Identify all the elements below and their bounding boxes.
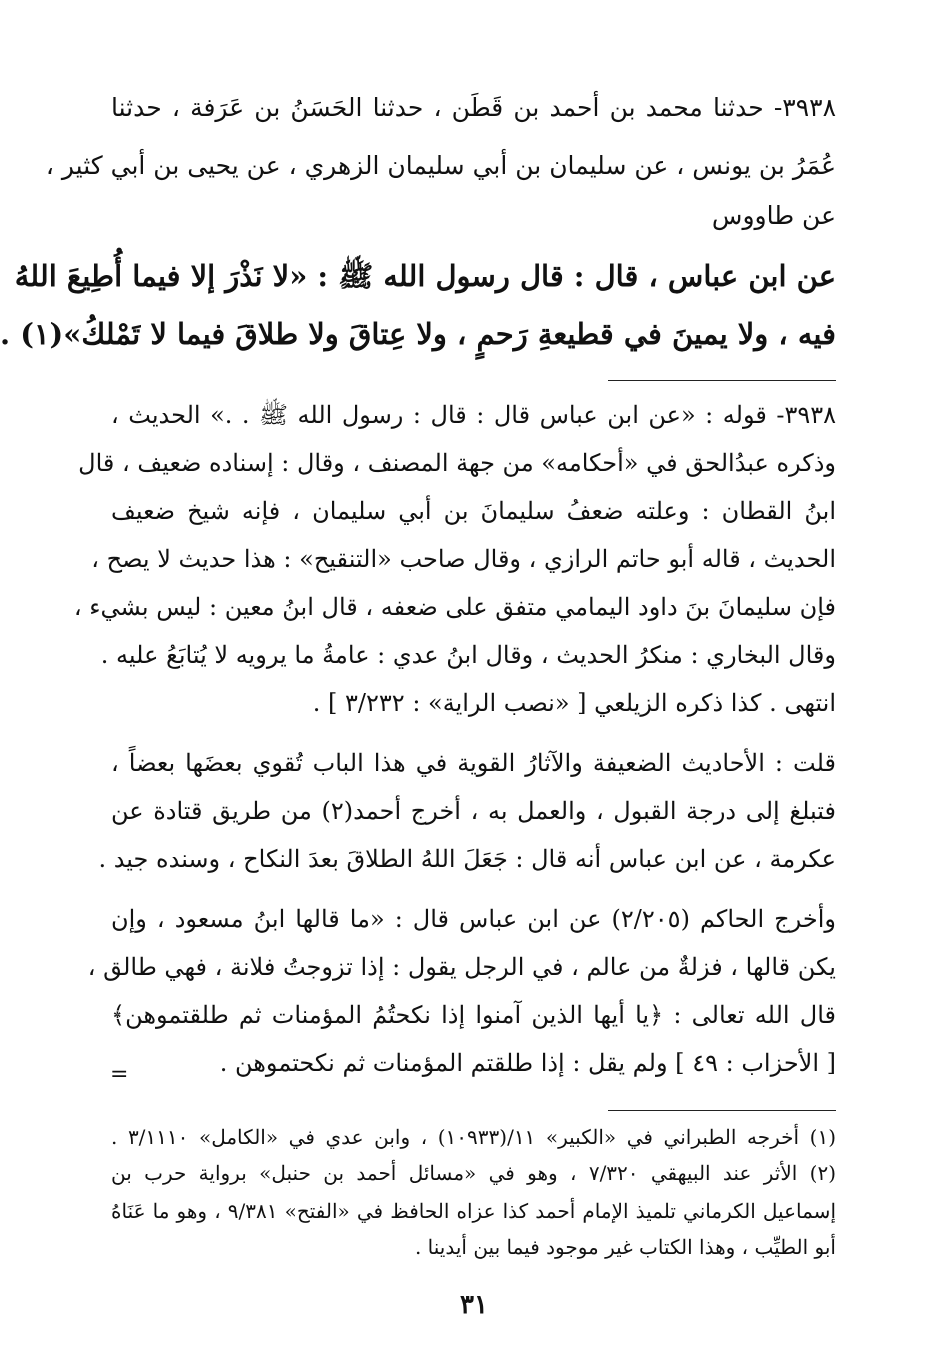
commentary-line: وقال البخاري : منكرُ الحديث ، وقال ابنُ عدي : عامةُ ما يرويه لا يُتابَعُ عليه . xyxy=(100,641,836,669)
commentary-line: الحديث ، قاله أبو حاتم الرازي ، وقال صاحب «التنقيح» : هذا حديث لا يصح ، xyxy=(91,545,836,573)
commentary-line: قلت : الأحاديث الضعيفة والآثارُ القوية في هذا الباب تُقوي بعضَها بعضاً ، xyxy=(111,749,836,777)
hadith-text-line: فيه ، ولا يمينَ في قطيعةِ رَحمٍ ، ولا عِتاقَ ولا طلاقَ فيما لا تَمْلكُ»(١) . xyxy=(0,317,836,351)
commentary-line: ابنُ القطان : وعلته ضعفُ سليمانَ بن أبي سليمان ، فإنه شيخ ضعيف xyxy=(111,497,836,525)
commentary-line: فإن سليمانَ بنَ داود اليمامي متفق على ضعفه ، قال ابنُ معين : ليس بشيء ، xyxy=(73,593,836,621)
commentary-line: [ الأحزاب : ٤٩ ] ولم يقل : إذا طلقتم المؤمنات ثم نكحتموهن . xyxy=(219,1049,836,1077)
isnad-line: ٣٩٣٨- حدثنا محمد بن أحمد بن قَطَن ، حدثنا الحَسَنُ بن عَرَفة ، حدثنا xyxy=(111,93,836,122)
commentary-line: ٣٩٣٨- قوله : «عن ابن عباس قال : قال : رسول الله ﷺ . .» الحديث ، xyxy=(111,401,836,429)
isnad-line: عُمَرُ بن يونس ، عن سليمان بن أبي سليمان الزهري ، عن يحيى بن أبي كثير ، xyxy=(45,151,836,180)
hadith-text-line: عن ابن عباس ، قال : قال رسول الله ﷺ : «لا نَذْرَ إلا فيما أُطِيعَ اللهُ xyxy=(14,259,836,293)
footnote-separator xyxy=(608,1110,836,1111)
footnote-line: (١) أخرجه الطبراني في «الكبير» ١١/(١٠٩٣٣) ، وابن عدي في «الكامل» ٣/١١١٠ . xyxy=(111,1125,836,1149)
margin-mark: = xyxy=(110,1062,129,1087)
commentary-separator xyxy=(608,380,836,381)
commentary-line: انتهى . كذا ذكره الزيلعي [ «نصب الراية» : ٣/٢٣٢ ] . xyxy=(312,689,836,717)
commentary-line: عكرمة ، عن ابن عباس أنه قال : جَعَلَ اللهُ الطلاقَ بعدَ النكاح ، وسنده جيد . xyxy=(98,845,836,873)
commentary-line: يكن قالها ، فزلةٌ من عالم ، في الرجل يقول : إذا تزوجتُ فلانة ، فهي طالق ، xyxy=(87,953,836,981)
isnad-line: عن طاووس xyxy=(711,201,836,230)
page-number: ٣١ xyxy=(460,1290,488,1320)
footnote-line: إسماعيل الكرماني تلميذ الإمام أحمد كذا عزاه الحافظ في «الفتح» ٩/٣٨١ ، وهو ما عَنَاهُ xyxy=(111,1199,836,1223)
commentary-line: فتبلغ إلى درجة القبول ، والعمل به ، أخرج أحمد(٢) من طريق قتادة عن xyxy=(111,797,837,825)
commentary-line: قال الله تعالى : ﴿يا أيها الذين آمنوا إذا نكحتُمُ المؤمنات ثم طلقتموهن﴾ xyxy=(111,1001,836,1029)
commentary-line: وأخرج الحاكم (٢/٢٠٥) عن ابن عباس قال : «ما قالها ابنُ مسعود ، وإن xyxy=(111,905,837,933)
footnote-line: أبو الطيِّب ، وهذا الكتاب غير موجود فيما بين أيدينا . xyxy=(414,1235,836,1259)
footnote-line: (٢) الأثر عند البيهقي ٧/٣٢٠ ، وهو في «مسائل أحمد بن حنبل» برواية حرب بن xyxy=(111,1161,836,1185)
commentary-line: وذكره عبدُالحق في «أحكامه» من جهة المصنف ، وقال : إسناده ضعيف ، قال xyxy=(78,449,836,477)
